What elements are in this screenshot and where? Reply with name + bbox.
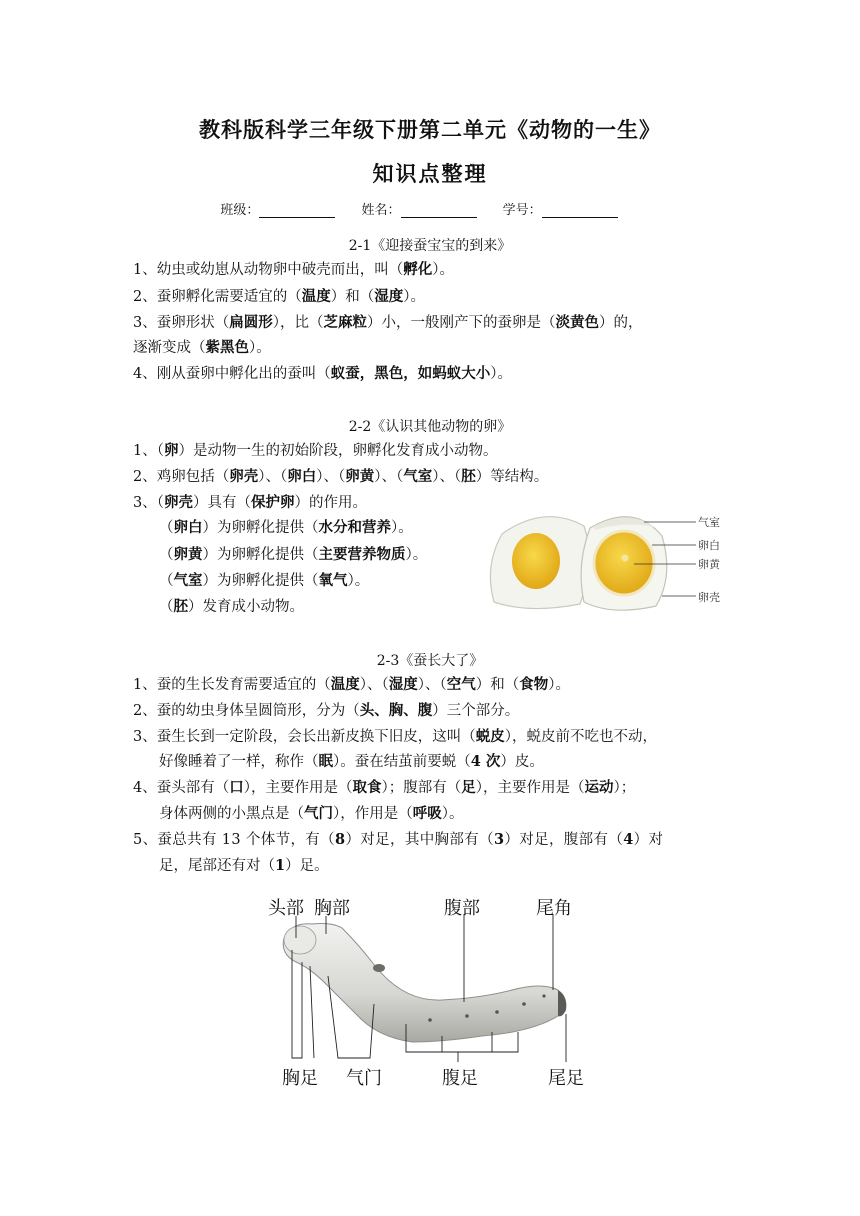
- s1-line-3b: 逐渐变成（紫黑色）。: [133, 339, 271, 356]
- silkworm-label-thoracic-legs: 胸足: [282, 1068, 318, 1089]
- s3-line-5: 5、蚕总共有 13 个体节，有（8）对足，其中胸部有（3）对足，腹部有（4）对: [133, 831, 664, 848]
- eye-spot: [373, 964, 385, 972]
- right-yolk: [594, 531, 654, 595]
- id-blank[interactable]: [542, 204, 618, 218]
- s2-line-4: （卵白）为卵孵化提供（水分和营养）。: [159, 519, 413, 536]
- class-label: 班级：: [220, 203, 260, 218]
- name-label: 姓名：: [361, 203, 401, 218]
- s3-line-4b: 身体两侧的小黑点是（气门），作用是（呼吸）。: [159, 805, 464, 822]
- silkworm-label-spiracles: 气门: [346, 1068, 382, 1089]
- egg-label-shell: 卵壳: [698, 591, 720, 604]
- silkworm-label-head: 头部: [268, 898, 304, 919]
- s3-line-5b: 足，尾部还有对（1）足。: [159, 857, 329, 874]
- document-subtitle: 知识点整理: [372, 161, 488, 186]
- s3-line-3b: 好像睡着了一样，称作（眠）。蚕在结茧前要蜕（4 次）皮。: [159, 753, 544, 770]
- s3-line-1: 1、蚕的生长发育需要适宜的（温度）、（湿度）、（空气）和（食物）。: [133, 676, 570, 693]
- silkworm-label-tail-horn: 尾角: [536, 898, 572, 919]
- s2-line-5: （卵黄）为卵孵化提供（主要营养物质）。: [159, 546, 428, 563]
- class-blank[interactable]: [259, 204, 335, 218]
- s2-line-6: （气室）为卵孵化提供（氧气）。: [159, 572, 370, 589]
- embryo-spot: [622, 555, 629, 562]
- silkworm-head: [284, 926, 316, 954]
- egg-label-albumen: 卵白: [698, 539, 720, 552]
- tail-horn: [558, 990, 566, 1016]
- silkworm-label-abdomen: 腹部: [444, 898, 480, 919]
- s2-line-3: 3、（卵壳）具有（保护卵）的作用。: [133, 494, 367, 511]
- s1-line-1: 1、幼虫或幼崽从动物卵中破壳而出，叫（孵化）。: [133, 261, 454, 278]
- document-title: 教科版科学三年级下册第二单元《动物的一生》: [199, 117, 661, 142]
- s1-line-2: 2、蚕卵孵化需要适宜的（温度）和（湿度）。: [133, 288, 425, 305]
- section-heading-2-2: 2-2《认识其他动物的卵》: [348, 419, 512, 435]
- name-blank[interactable]: [401, 204, 477, 218]
- silkworm-body: [283, 924, 563, 1043]
- egg-label-air-chamber: 气室: [698, 516, 720, 529]
- student-info-row: [0, 199, 860, 218]
- s3-line-2: 2、蚕的幼虫身体呈圆筒形，分为（头、胸、腹）三个部分。: [133, 702, 520, 719]
- s3-line-4: 4、蚕头部有（口），主要作用是（取食）；腹部有（足），主要作用是（运动）；: [133, 779, 636, 796]
- silkworm-diagram: [262, 892, 602, 1098]
- silkworm-label-prolegs: 腹足: [442, 1068, 478, 1089]
- section-heading-2-1: 2-1《迎接蚕宝宝的到来》: [348, 238, 512, 254]
- egg-diagram: [484, 506, 734, 616]
- s2-line-7: （胚）发育成小动物。: [159, 598, 304, 615]
- s1-line-4: 4、刚从蚕卵中孵化出的蚕叫（蚁蚕，黑色，如蚂蚁大小）。: [133, 365, 512, 382]
- left-yolk: [512, 533, 560, 589]
- id-label: 学号：: [502, 203, 542, 218]
- silkworm-label-tail-legs: 尾足: [548, 1068, 584, 1089]
- s2-line-2: 2、鸡卵包括（卵壳）、（卵白）、（卵黄）、（气室）、（胚）等结构。: [133, 468, 549, 485]
- silkworm-label-thorax: 胸部: [314, 898, 350, 919]
- s3-line-3: 3、蚕生长到一定阶段，会长出新皮换下旧皮，这叫（蜕皮），蜕皮前不吃也不动，: [133, 728, 657, 745]
- s2-line-1: 1、（卵）是动物一生的初始阶段，卵孵化发育成小动物。: [133, 442, 498, 459]
- s1-line-3: 3、蚕卵形状（扁圆形），比（芝麻粒）小，一般刚产下的蚕卵是（淡黄色）的，: [133, 314, 643, 331]
- section-heading-2-3: 2-3《蚕长大了》: [376, 653, 484, 669]
- egg-label-yolk: 卵黄: [698, 558, 720, 571]
